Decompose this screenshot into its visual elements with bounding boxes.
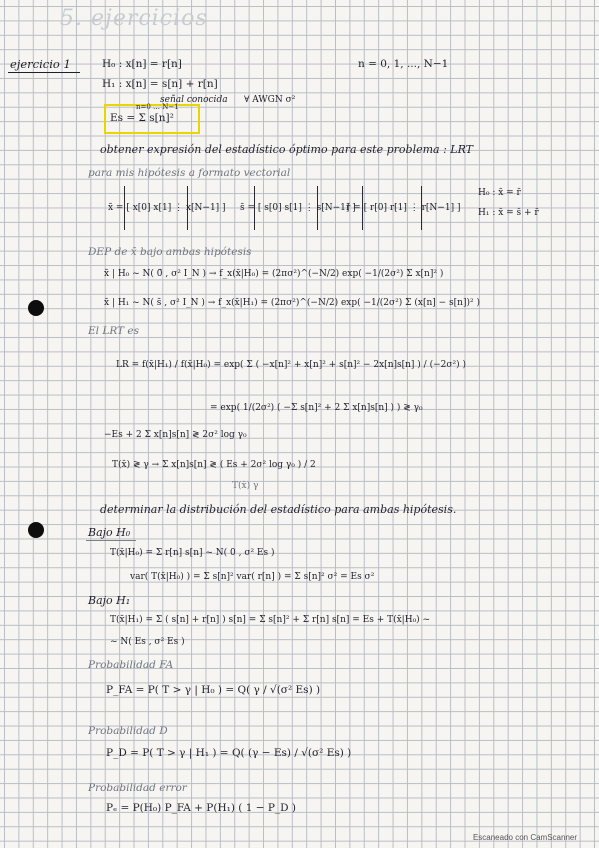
lrt-heading: El LRT es <box>88 325 139 337</box>
signal-note: señal conocida <box>160 95 228 105</box>
vector-hypothesis-h0: H₀ : x̄ = r̄ <box>478 188 521 198</box>
sample-range: n = 0, 1, ..., N−1 <box>358 58 449 70</box>
log-likelihood-test: −Es + 2 Σ x[n]s[n] ≷ 2σ² log γ₀ <box>104 430 247 440</box>
page-title: 5. ejercicios <box>60 6 208 31</box>
under-h1-heading: Bajo H₁ <box>88 594 131 607</box>
statistic-under-h1: T(x̄|H₁) = Σ ( s[n] + r[n] ) s[n] = Σ s[n]² + Σ r[n] s[n] = Es + T(x̄|H₀) ~ <box>110 615 431 625</box>
noise-note: ∀ AWGN σ² <box>244 95 296 105</box>
vector-r: r̄ = [ r[0] r[1] ⋮ r[N−1] ] <box>346 203 461 213</box>
likelihood-ratio: LR = f(x̄|H₁) / f(x̄|H₀) = exp( Σ ( −x[n]² + x[n]² + s[n]² − 2x[n]s[n] ) / (−2σ²) ) <box>116 360 466 370</box>
pdf-under-h1: x̄ | H₁ ~ N( s̄ , σ² I_N ) → f_x(x̄|H₁) = (2πσ²)^(−N/2) exp( −1/(2σ²) Σ (x[n] − s[n])² ) <box>104 298 480 308</box>
under-h0-underline <box>86 540 136 541</box>
pe-expression: Pₑ = P(H₀) P_FA + P(H₁) ( 1 − P_D ) <box>106 802 297 814</box>
hypothesis-h0: H₀ : x[n] = r[n] <box>102 58 182 70</box>
energy-limits: n=0 … N−1 <box>136 103 179 111</box>
energy-definition: Es = Σ s[n]² <box>110 112 174 124</box>
pdf-heading: DEP de x̄ bajo ambas hipótesis <box>88 246 252 258</box>
variance-under-h0: var( T(x̄|H₀) ) = Σ s[n]² var( r[n] ) = Σ s[n]² σ² = Es σ² <box>130 572 375 582</box>
exercise-label: ejercicio 1 <box>10 57 71 71</box>
binder-hole-middle <box>28 522 44 538</box>
under-h0-heading: Bajo H₀ <box>88 526 131 539</box>
vector-intro: para mis hipótesis a formato vectorial <box>88 167 291 179</box>
distribution-under-h1: ~ N( Es , σ² Es ) <box>110 637 185 647</box>
hypothesis-h1: H₁ : x[n] = s[n] + r[n] <box>102 78 218 90</box>
pd-expression: P_D = P( T > γ | H₁ ) = Q( (γ − Es) / √(σ² Es) ) <box>106 747 352 759</box>
test-statistic-labels: T(x̄) γ <box>232 481 259 491</box>
vector-s: s̄ = [ s[0] s[1] ⋮ s[N−1] ] <box>240 203 356 213</box>
pfa-expression: P_FA = P( T > γ | H₀ ) = Q( γ / √(σ² Es) ) <box>106 684 321 696</box>
vector-x: x̄ = [ x[0] x[1] ⋮ x[N−1] ] <box>108 203 226 213</box>
pd-heading: Probabilidad D <box>88 725 168 737</box>
distribution-heading: determinar la distribución del estadístico para ambas hipótesis. <box>100 503 457 516</box>
pdf-under-h0: x̄ | H₀ ~ N( 0̄ , σ² I_N ) → f_x(x̄|H₀) = (2πσ²)^(−N/2) exp( −1/(2σ²) Σ x[n]² ) <box>104 269 444 279</box>
exercise-underline <box>8 72 80 73</box>
vector-hypothesis-h1: H₁ : x̄ = s̄ + r̄ <box>478 208 539 218</box>
statistic-under-h0: T(x̄|H₀) = Σ r[n] s[n] ~ N( 0 , σ² Es ) <box>110 548 275 558</box>
test-statistic: T(x̄) ≷ γ → Σ x[n]s[n] ≷ ( Es + 2σ² log γ₀ ) / 2 <box>112 460 316 470</box>
binder-hole-top <box>28 300 44 316</box>
pe-heading: Probabilidad error <box>88 782 187 794</box>
pfa-heading: Probabilidad FA <box>88 659 174 671</box>
likelihood-ratio-simplified: = exp( 1/(2σ²) ( −Σ s[n]² + 2 Σ x[n]s[n] ) ) ≷ γ₀ <box>210 403 423 413</box>
scanner-watermark: Escaneado con CamScanner <box>472 833 577 842</box>
obtain-statistic: obtener expresión del estadístico óptimo para este problema : LRT <box>100 143 474 156</box>
